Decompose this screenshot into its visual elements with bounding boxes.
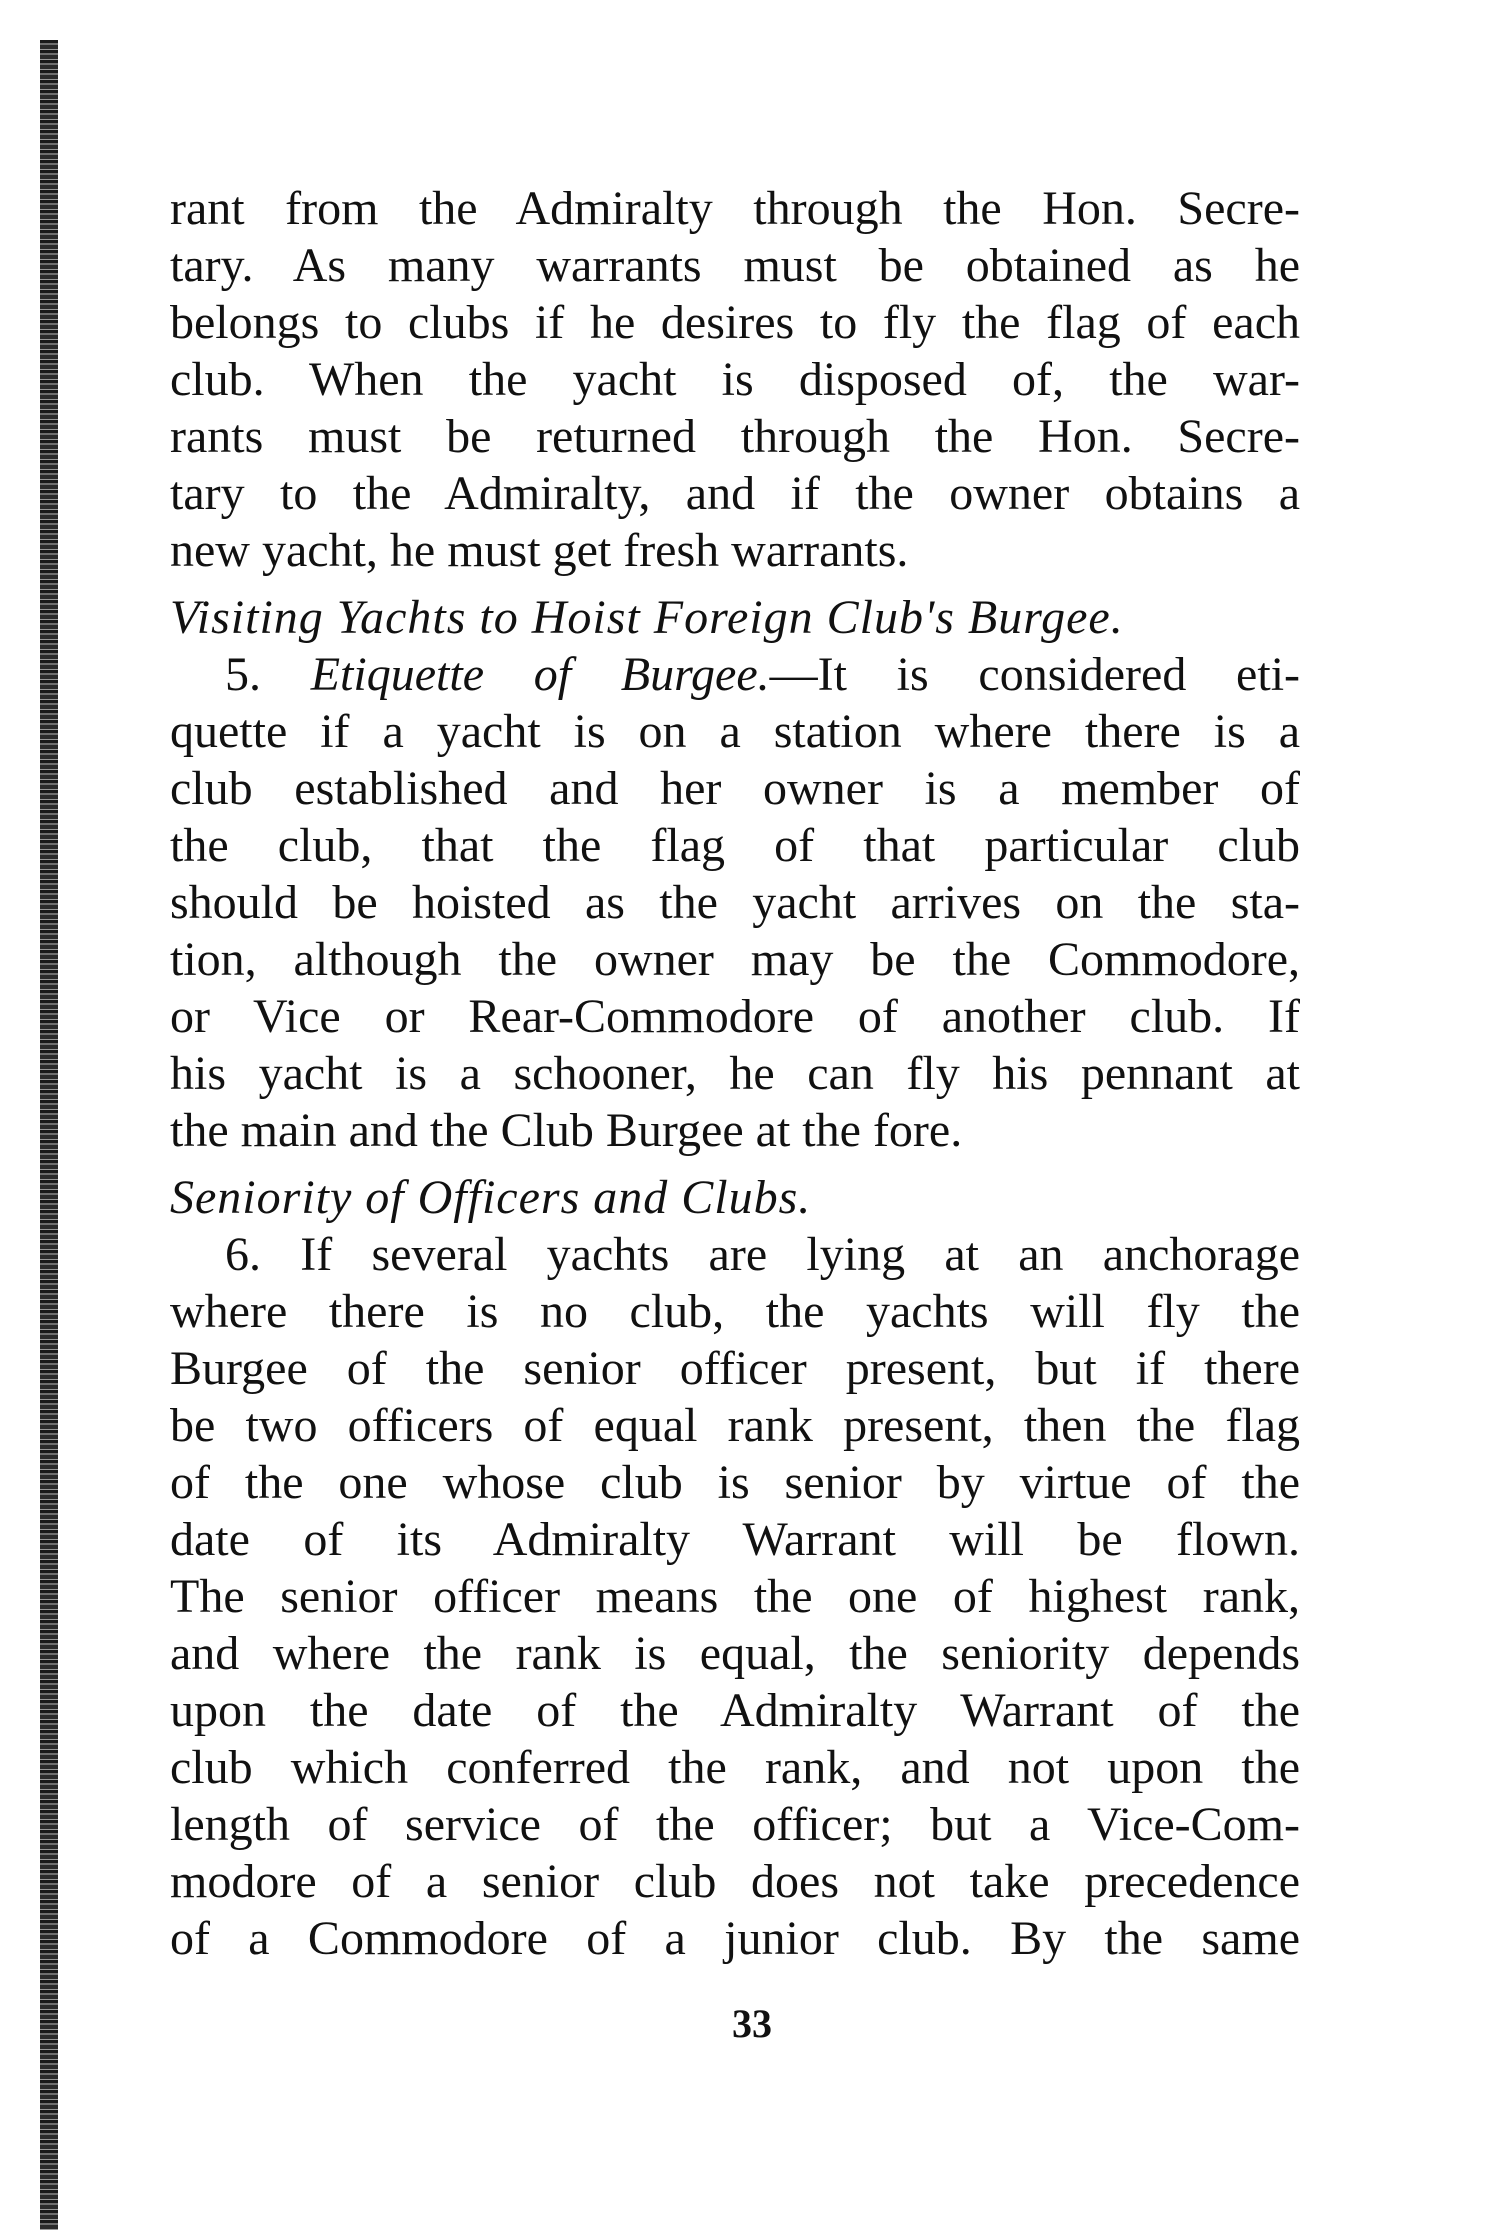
text-line — [170, 646, 1300, 703]
text-line: date of its Admiralty Warrant will be flown. — [170, 1513, 1300, 1566]
book-binding-edge — [40, 40, 58, 2230]
text-fragment: —It is considered eti- — [769, 648, 1301, 701]
text-line: of the one whose club is senior by virtue of the — [170, 1456, 1300, 1509]
text-line: rants must be returned through the Hon. Secre- — [170, 410, 1300, 463]
text-line: tary to the Admiralty, and if the owner obtains a — [170, 467, 1300, 520]
section-number: 5. — [225, 648, 261, 701]
text-line: tary. As many warrants must be obtained as he — [170, 239, 1300, 292]
text-line: tion, although the owner may be the Commodore, — [170, 933, 1300, 986]
paragraph-warrants — [170, 180, 1300, 579]
text-line: upon the date of the Admiralty Warrant of the — [170, 1684, 1300, 1737]
paragraph-etiquette — [170, 646, 1300, 1159]
paragraph-seniority — [170, 1226, 1300, 1967]
text-line: quette if a yacht is on a station where there is a — [170, 705, 1300, 758]
text-line: length of service of the officer; but a Vice-Com- — [170, 1798, 1300, 1851]
text-line: 6. If several yachts are lying at an anchorage — [225, 1228, 1300, 1281]
text-line: or Vice or Rear-Commodore of another club. If — [170, 990, 1300, 1043]
section-heading-visiting-yachts: Visiting Yachts to Hoist Foreign Club's Burgee. — [170, 591, 1124, 644]
text-line: and where the rank is equal, the seniority depends — [170, 1627, 1300, 1680]
section-title: Etiquette of Burgee. — [310, 648, 770, 701]
page-text — [170, 180, 1300, 1967]
text-line: where there is no club, the yachts will fly the — [170, 1285, 1300, 1338]
text-line: belongs to clubs if he desires to fly the flag of each — [170, 296, 1300, 349]
text-line: should be hoisted as the yacht arrives on the sta- — [170, 876, 1300, 929]
text-line: modore of a senior club does not take precedence — [170, 1855, 1300, 1908]
page-number: 33 — [732, 2001, 772, 2046]
text-line: club established and her owner is a member of — [170, 762, 1300, 815]
text-line: his yacht is a schooner, he can fly his pennant at — [170, 1047, 1300, 1100]
text-line: the club, that the flag of that particular club — [170, 819, 1300, 872]
text-line: new yacht, he must get fresh warrants. — [170, 524, 909, 577]
text-line: Burgee of the senior officer present, but if there — [170, 1342, 1300, 1395]
text-line: The senior officer means the one of highest rank, — [170, 1570, 1300, 1623]
text-line: of a Commodore of a junior club. By the same — [170, 1912, 1300, 1965]
text-line: club which conferred the rank, and not upon the — [170, 1741, 1300, 1794]
text-line: club. When the yacht is disposed of, the war- — [170, 353, 1300, 406]
text-line: the main and the Club Burgee at the fore. — [170, 1104, 963, 1157]
text-line: rant from the Admiralty through the Hon. Secre- — [170, 182, 1300, 235]
section-heading-seniority: Seniority of Officers and Clubs. — [170, 1171, 812, 1224]
text-line: be two officers of equal rank present, then the flag — [170, 1399, 1300, 1452]
